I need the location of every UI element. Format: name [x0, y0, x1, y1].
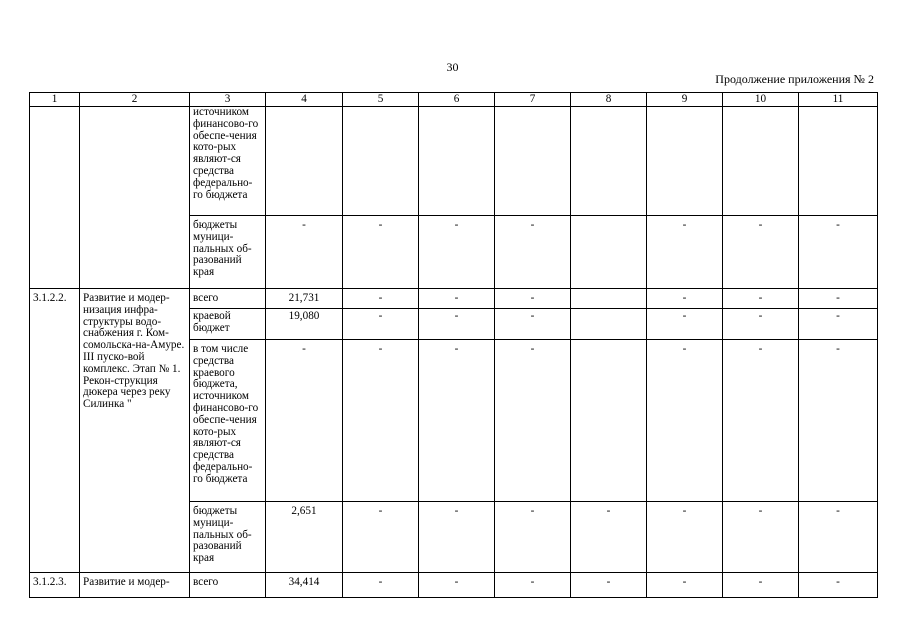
- header-row: [30, 93, 878, 107]
- value-cell: -: [266, 340, 343, 502]
- value-cell: [266, 107, 343, 216]
- value-cell: [495, 107, 571, 216]
- column-header: 1: [30, 93, 80, 107]
- value-cell: -: [343, 309, 419, 340]
- value-cell: -: [495, 309, 571, 340]
- value-cell: -: [723, 573, 799, 598]
- value-cell: -: [571, 573, 647, 598]
- value-cell: -: [343, 340, 419, 502]
- table-row: [30, 289, 878, 309]
- value-cell: -: [343, 502, 419, 573]
- value-cell: [571, 340, 647, 502]
- funding-source: в том числе средства краевого бюджета, источником финансово-го обеспе-чения кото-рых являют-ся средства федерально-го бюджета: [190, 340, 266, 502]
- value-cell: -: [419, 289, 495, 309]
- value-cell: 19,080: [266, 309, 343, 340]
- value-cell: [571, 107, 647, 216]
- column-header: 3: [190, 93, 266, 107]
- funding-source: всего: [190, 289, 266, 309]
- value-cell: -: [647, 340, 723, 502]
- value-cell: 2,651: [266, 502, 343, 573]
- funding-source: всего: [190, 573, 266, 598]
- value-cell: -: [419, 340, 495, 502]
- funding-source: бюджеты муници-пальных об-разований края: [190, 216, 266, 289]
- value-cell: -: [495, 340, 571, 502]
- value-cell: -: [343, 573, 419, 598]
- value-cell: -: [723, 216, 799, 289]
- value-cell: -: [266, 216, 343, 289]
- value-cell: -: [495, 502, 571, 573]
- value-cell: -: [647, 502, 723, 573]
- value-cell: -: [799, 216, 878, 289]
- value-cell: -: [799, 309, 878, 340]
- value-cell: -: [495, 216, 571, 289]
- funding-source: источником финансово-го обеспе-чения кото-рых являют-ся средства федерально-го бюджета: [190, 107, 266, 216]
- value-cell: [419, 107, 495, 216]
- value-cell: -: [419, 309, 495, 340]
- value-cell: -: [723, 309, 799, 340]
- value-cell: -: [571, 502, 647, 573]
- appendix-table: [29, 92, 878, 598]
- value-cell: -: [799, 502, 878, 573]
- value-cell: -: [419, 573, 495, 598]
- value-cell: [571, 216, 647, 289]
- value-cell: -: [799, 573, 878, 598]
- value-cell: [343, 107, 419, 216]
- item-name: [80, 107, 190, 289]
- item-name: Развитие и модер-: [80, 573, 190, 598]
- value-cell: [647, 107, 723, 216]
- value-cell: -: [723, 502, 799, 573]
- value-cell: -: [419, 502, 495, 573]
- value-cell: -: [647, 573, 723, 598]
- value-cell: -: [723, 340, 799, 502]
- column-header: 5: [343, 93, 419, 107]
- value-cell: -: [799, 289, 878, 309]
- value-cell: -: [419, 216, 495, 289]
- page-number: 30: [446, 60, 459, 74]
- column-header: 10: [723, 93, 799, 107]
- item-code: 3.1.2.2.: [30, 289, 80, 573]
- value-cell: [571, 289, 647, 309]
- value-cell: -: [343, 289, 419, 309]
- column-header: 9: [647, 93, 723, 107]
- column-header: 2: [80, 93, 190, 107]
- funding-source: бюджеты муници-пальных об-разований края: [190, 502, 266, 573]
- column-header: 11: [799, 93, 878, 107]
- value-cell: [799, 107, 878, 216]
- column-header: 4: [266, 93, 343, 107]
- value-cell: -: [799, 340, 878, 502]
- item-code: 3.1.2.3.: [30, 573, 80, 598]
- table-row: [30, 573, 878, 598]
- value-cell: 21,731: [266, 289, 343, 309]
- table-row: [30, 107, 878, 216]
- value-cell: [723, 107, 799, 216]
- funding-source: краевой бюджет: [190, 309, 266, 340]
- column-header: 8: [571, 93, 647, 107]
- column-header: 6: [419, 93, 495, 107]
- value-cell: -: [647, 309, 723, 340]
- item-name: Развитие и модер-низация инфра-структуры водо-снабжения г. Ком-сомольска-на-Амуре. III пуско-вой комплекс. Этап № 1. Рекон-струкция дюкера через реку Силинка ": [80, 289, 190, 573]
- value-cell: -: [647, 216, 723, 289]
- item-code: [30, 107, 80, 289]
- value-cell: 34,414: [266, 573, 343, 598]
- value-cell: -: [495, 573, 571, 598]
- value-cell: -: [495, 289, 571, 309]
- value-cell: -: [647, 289, 723, 309]
- value-cell: -: [343, 216, 419, 289]
- value-cell: [571, 309, 647, 340]
- appendix-title: Продолжение приложения № 2: [715, 72, 874, 86]
- value-cell: -: [723, 289, 799, 309]
- column-header: 7: [495, 93, 571, 107]
